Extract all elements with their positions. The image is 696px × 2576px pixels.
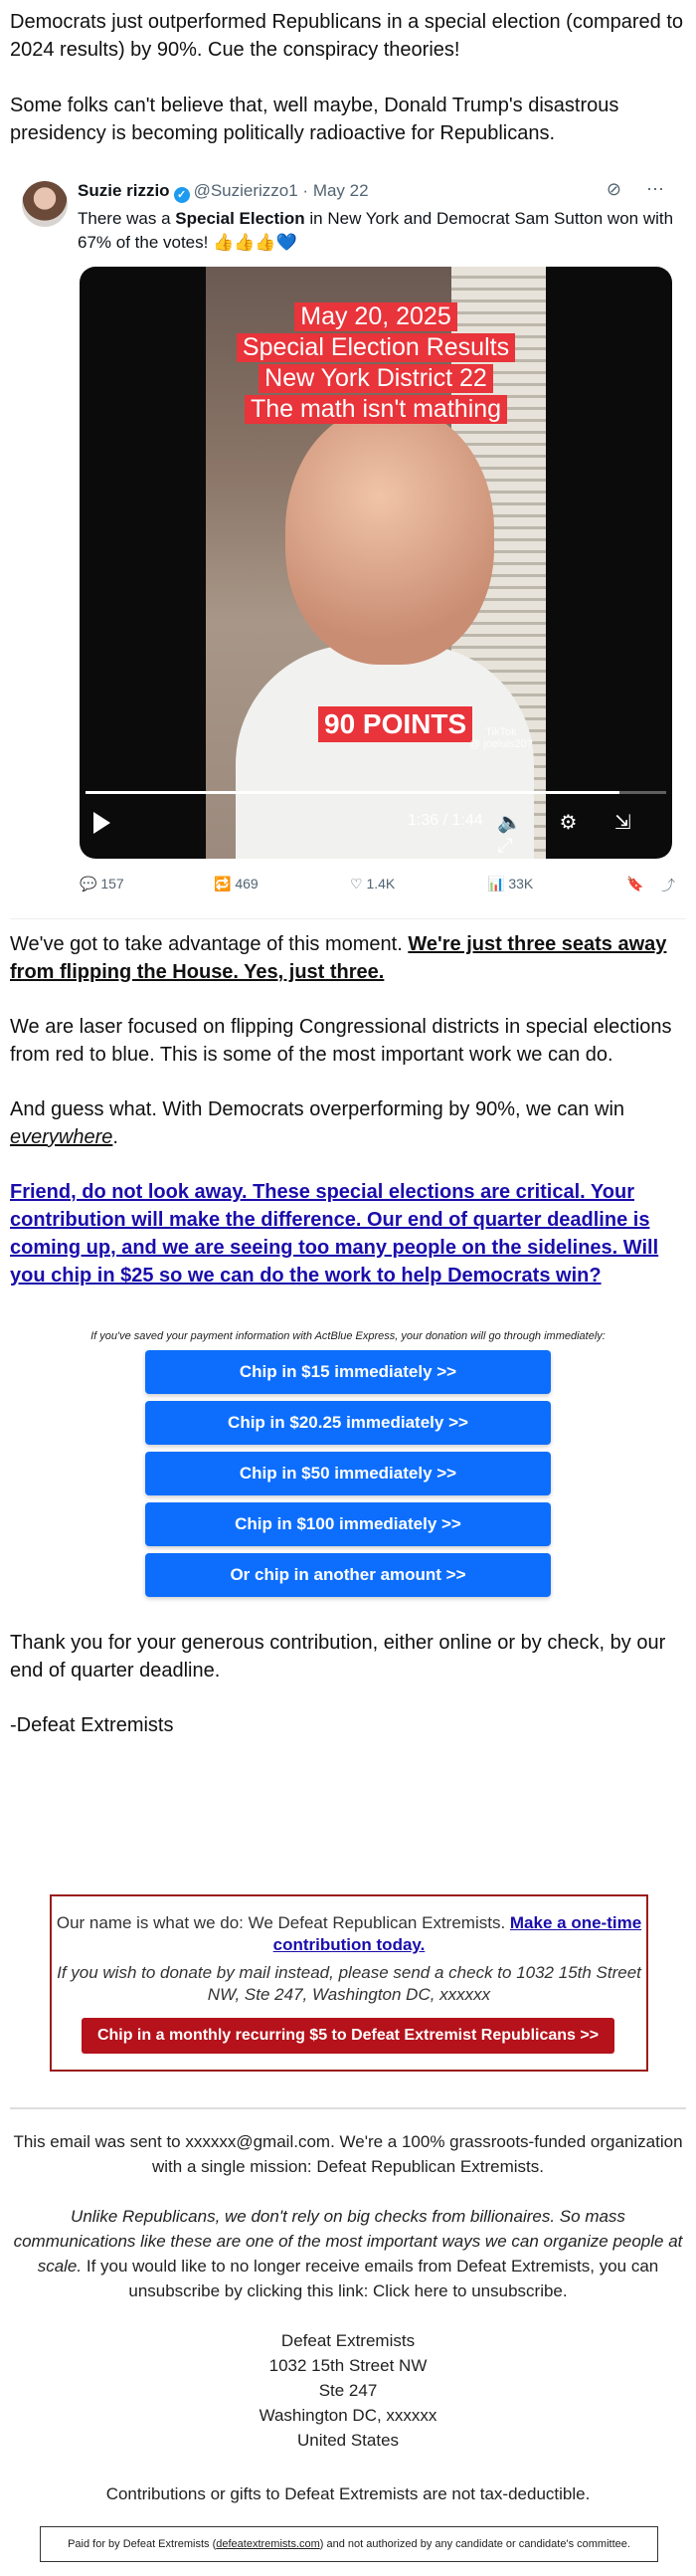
address-line: 1032 15th Street NW [268,2356,428,2375]
video-controls-icons[interactable]: 🔈 ⚙ ⇲ ⤢ [497,812,647,857]
views-button[interactable] [487,876,533,892]
thanks-paragraph: Thank you for your generous contribution, either online or by check, by our end of quarter deadline. [10,1632,666,1682]
embedded-tweet[interactable] [10,167,686,903]
retweet-icon: 🔁 [214,876,232,892]
intro-paragraph-2: Some folks can't believe that, well maybe, Donald Trump's disastrous presidency is becoming politically radioactive for Republicans. [10,95,619,144]
appeal-link[interactable]: Friend, do not look away. These special elections are critical. Your contribution will make the difference. Our end of quarter deadline is coming up, and we are seeing too many people on the sidelines. Will you chip in $25 so we can do the work to help Democrats win? [10,1181,659,1287]
tweet-author-name[interactable]: Suzie rizzio [78,181,170,200]
video-time: 1:36 / 1:44 [408,812,483,829]
footer-divider [10,2107,686,2109]
reply-count: 157 [100,876,124,892]
bookmark-icon[interactable]: 🔖 [626,876,644,892]
play-icon[interactable] [93,812,110,834]
caption-line: Special Election Results [237,333,515,362]
signature: -Defeat Extremists [10,1714,174,1736]
caption-line: New York District 22 [259,364,493,393]
footer-italic-text: Unlike Republicans, we don't rely on big checks from billionaires. So mass communications like these are one of the most important ways we can organize people at scale. [13,2207,683,2276]
chip-in-50-button[interactable]: Chip in $50 immediately >> [145,1452,551,1495]
text-span: We've got to take advantage of this moment. [10,933,409,955]
like-count: 1.4K [366,876,396,892]
emphasis-text: everywhere [10,1126,113,1148]
address-line: United States [296,2431,400,2450]
contribution-box [50,1894,648,2072]
person-shirt [236,645,534,859]
video-progress-fill [86,791,619,794]
views-icon: 📊 [487,876,505,892]
video-caption [80,301,672,425]
tweet-author[interactable] [78,181,369,203]
tiktok-watermark [469,726,533,750]
reply-icon: 💬 [80,876,97,892]
tweet-text-bold: Special Election [175,209,305,228]
chip-in-other-button[interactable]: Or chip in another amount >> [145,1553,551,1597]
tiktok-logo-text: TikTok [485,726,517,738]
actblue-note: If you've saved your payment information with ActBlue Express, your donation will go through immediately: [90,1330,606,1342]
footer-address [10,2328,686,2453]
emphasis-text: We're just three seats away from flipping the House. Yes, just three. [10,933,667,983]
tweet-handle-date: @Suzierizzo1 · May 22 [193,181,369,200]
website-link[interactable]: defeatextremists.com [216,2538,320,2550]
text-span: And guess what. With Democrats overperforming by 90%, we can win [10,1098,625,1120]
verified-badge-icon: ✓ [174,187,190,203]
box-text: Our name is what we do: We Defeat Republican Extremists. [56,1913,510,1932]
paid-text: ) and not authorized by any candidate or candidate's committee. [319,2538,630,2550]
body-paragraph-3 [10,930,686,986]
retweet-button[interactable] [214,876,259,892]
tweet-text-part: There was a [78,209,176,228]
chip-in-100-button[interactable]: Chip in $100 immediately >> [145,1502,551,1546]
monthly-recurring-button[interactable]: Chip in a monthly recurring $5 to Defeat Extremist Republicans >> [82,2018,614,2054]
body-paragraph-4: We are laser focused on flipping Congressional districts in special elections from red to blue. This is some of the most important work we can do. [10,1016,672,1066]
mail-instructions: If you wish to donate by mail instead, please send a check to 1032 15th Street NW, Ste 247, Washington DC, xxxxxx [57,1963,641,2004]
chip-in-15-button[interactable]: Chip in $15 immediately >> [145,1350,551,1394]
one-time-contribution-link[interactable]: Make a one-time contribution today. [272,1913,642,1954]
footer-unsubscribe [10,2204,686,2303]
footer-sent-to: This email was sent to xxxxxx@gmail.com. We're a 100% grassroots-funded organization with a single mission: Defeat Republican Extremists. [13,2132,683,2176]
body-paragraph-5 [10,1095,686,1151]
tweet-text-part: in New York and Democrat Sam Sutton won with 67% of the votes! [78,209,674,252]
heart-icon: ♡ [350,876,363,892]
tweet-text [78,207,674,255]
retweet-count: 469 [235,876,259,892]
tweet-more-icon[interactable]: ⊘ ⋯ [606,179,674,199]
tweet-actions [80,876,676,897]
tiktok-handle: @ joeluis20? [469,738,533,750]
blue-heart-icon: 💙 [275,233,297,252]
avatar[interactable] [22,181,68,227]
divider [10,918,686,919]
like-button[interactable] [350,876,395,892]
points-caption: 90 POINTS [318,706,472,742]
address-line: Ste 247 [318,2381,378,2400]
person-head [285,406,494,665]
box-intro [52,1912,646,1956]
address-line: Defeat Extremists [280,2331,416,2350]
caption-line: The math isn't mathing [245,395,507,424]
tweet-video[interactable] [80,267,672,859]
video-progress-bar[interactable] [86,791,666,794]
donation-appeal-link[interactable] [10,1178,686,1289]
tax-disclaimer: Contributions or gifts to Defeat Extremists are not tax-deductible. [105,2484,591,2503]
chip-in-20-button[interactable]: Chip in $20.25 immediately >> [145,1401,551,1445]
text-span: . [112,1126,118,1148]
caption-line: May 20, 2025 [294,302,457,331]
thumbs-up-icon: 👍👍👍 [213,233,276,252]
address-line: Washington DC, xxxxxx [259,2406,437,2425]
intro-paragraph-1: Democrats just outperformed Republicans in a special election (compared to 2024 results) by 90%. Cue the conspiracy theories! [10,11,684,61]
unsubscribe-text[interactable]: If you would like to no longer receive emails from Defeat Extremists, you can unsubscribe by clicking this link: Click here to unsubscribe. [82,2257,659,2300]
paid-for-disclaimer [40,2526,658,2562]
paid-text: Paid for by Defeat Extremists ( [68,2538,217,2550]
share-icon[interactable]: ⤴ [661,878,675,893]
views-count: 33K [508,876,534,892]
reply-button[interactable] [80,876,124,892]
